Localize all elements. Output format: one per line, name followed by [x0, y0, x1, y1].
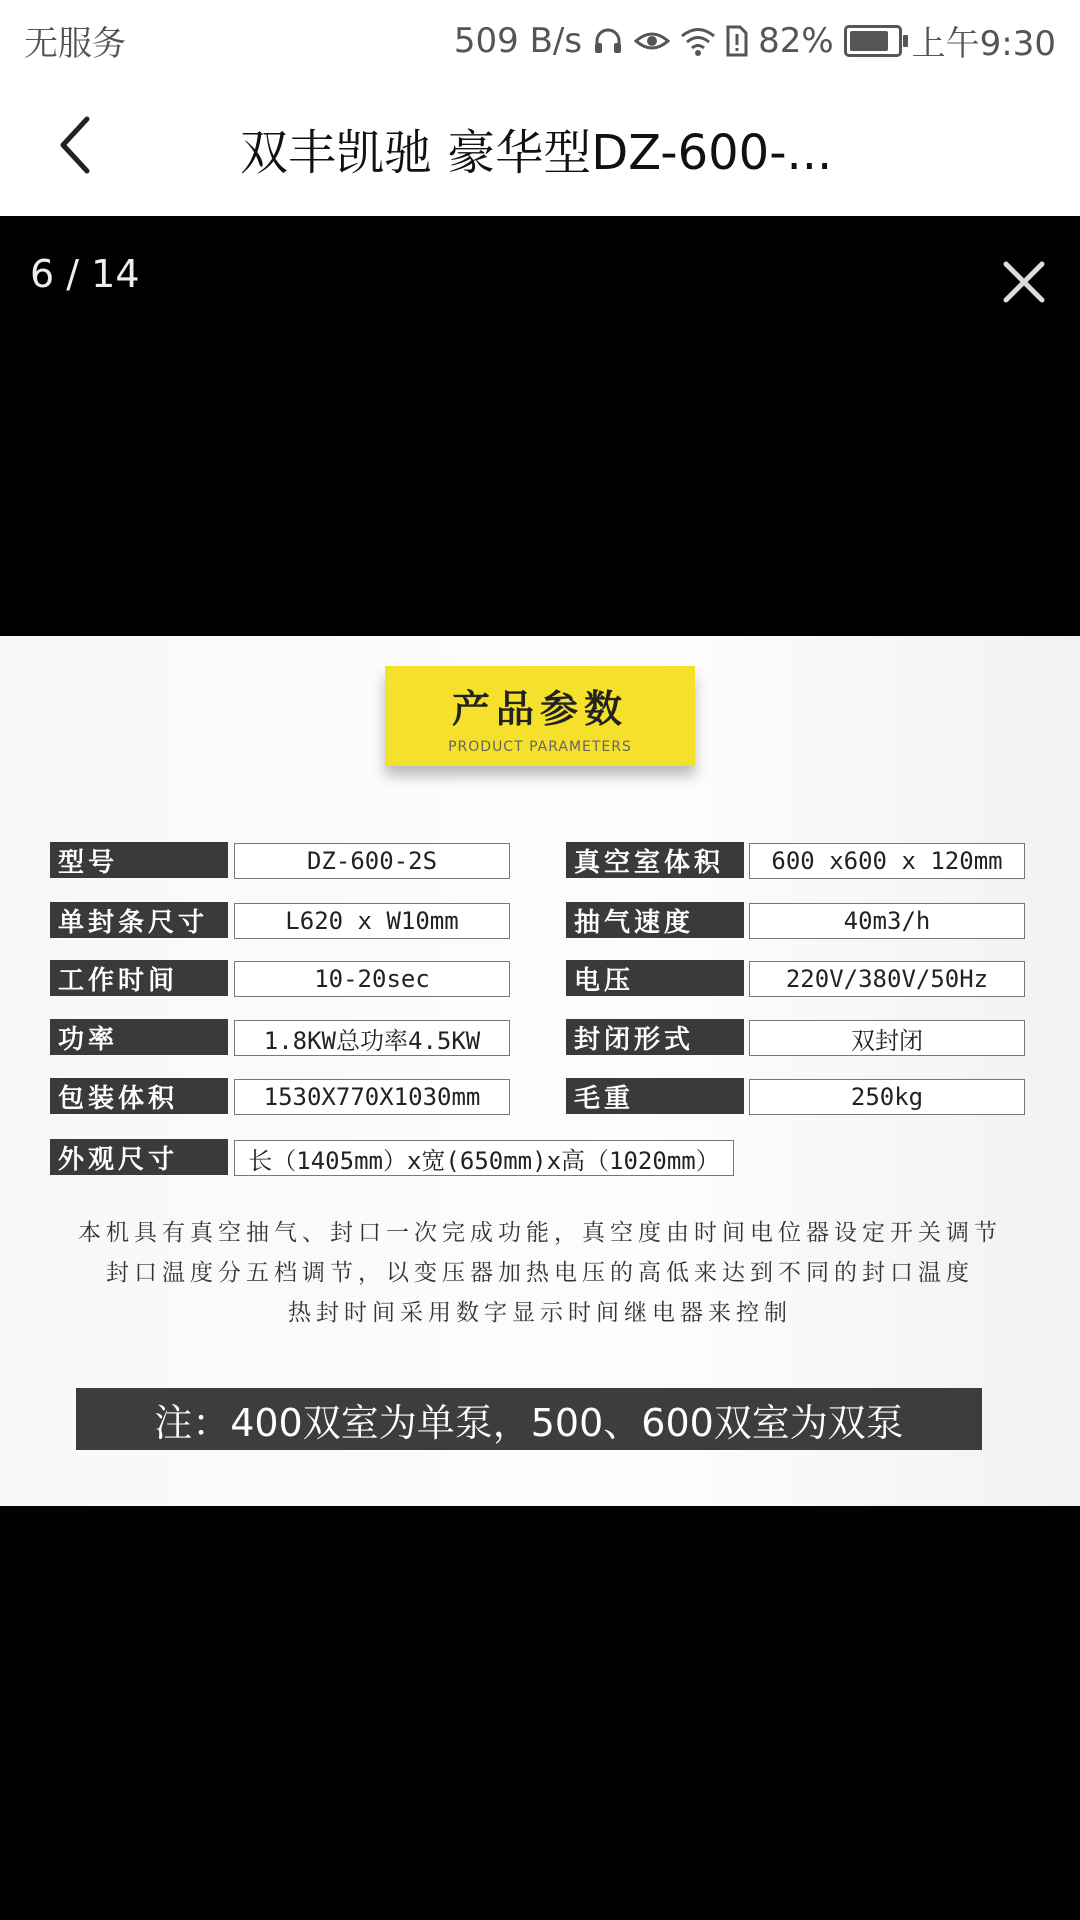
param-value-gross-weight: 250kg: [749, 1079, 1025, 1115]
banner-subtitle: PRODUCT PARAMETERS: [448, 739, 632, 755]
status-bar: [0, 0, 1080, 76]
param-label-dimensions: 外观尺寸: [50, 1139, 228, 1175]
chevron-left-icon: [55, 113, 95, 177]
param-label-seal-size: 单封条尺寸: [50, 902, 228, 938]
param-label-seal-type: 封闭形式: [566, 1019, 744, 1055]
param-label-work-time: 工作时间: [50, 960, 228, 996]
param-value-package-volume: 1530X770X1030mm: [234, 1079, 510, 1115]
description-line-3: 热封时间采用数字显示时间继电器来控制: [288, 1300, 792, 1326]
status-right: [454, 16, 1056, 65]
close-icon: [1000, 258, 1048, 306]
battery-level: [850, 31, 888, 51]
wifi-icon: [680, 25, 716, 57]
clock: 上午9:30: [911, 24, 1056, 64]
param-label-pump-speed: 抽气速度: [566, 902, 744, 938]
image-viewer[interactable]: [0, 216, 1080, 1920]
app-header: [0, 76, 1080, 216]
product-image[interactable]: [0, 636, 1080, 1506]
param-value-work-time: 10-20sec: [234, 961, 510, 997]
param-label-voltage: 电压: [566, 960, 744, 996]
param-value-voltage: 220V/380V/50Hz: [749, 961, 1025, 997]
note-box: 注：400双室为单泵，500、600双室为双泵: [76, 1388, 982, 1450]
param-value-seal-type: 双封闭: [749, 1020, 1025, 1056]
sim-alert-icon: [726, 25, 748, 57]
param-value-model: DZ-600-2S: [234, 843, 510, 879]
param-value-power: 1.8KW总功率4.5KW: [234, 1020, 510, 1056]
param-value-seal-size: L620 x W10mm: [234, 903, 510, 939]
description-line-1: 本机具有真空抽气、封口一次完成功能，真空度由时间电位器设定开关调节: [78, 1220, 1002, 1246]
battery-percent: 82%: [758, 20, 834, 61]
param-label-model: 型号: [50, 842, 228, 878]
param-label-power: 功率: [50, 1019, 228, 1055]
page-title: 双丰凯驰 豪华型DZ-600-...: [240, 125, 833, 181]
net-speed: 509 B/s: [453, 20, 583, 61]
image-counter: 6 / 14: [30, 252, 140, 296]
back-button[interactable]: [40, 110, 110, 180]
battery-icon: [844, 25, 902, 57]
carrier-label: 无服务: [24, 24, 126, 64]
close-button[interactable]: [994, 252, 1054, 312]
param-label-chamber-volume: 真空室体积: [566, 842, 744, 878]
param-value-pump-speed: 40m3/h: [749, 903, 1025, 939]
param-label-gross-weight: 毛重: [566, 1078, 744, 1114]
param-label-package-volume: 包装体积: [50, 1078, 228, 1114]
eye-icon: [634, 25, 670, 57]
param-value-dimensions: 长（1405mm）x宽(650mm)x高（1020mm）: [234, 1140, 734, 1176]
description-line-2: 封口温度分五档调节，以变压器加热电压的高低来达到不同的封口温度: [106, 1260, 974, 1286]
headphones-icon: [592, 25, 624, 57]
param-value-chamber-volume: 600 x600 x 120mm: [749, 843, 1025, 879]
params-banner: [385, 666, 695, 766]
banner-title: 产品参数: [451, 687, 628, 731]
